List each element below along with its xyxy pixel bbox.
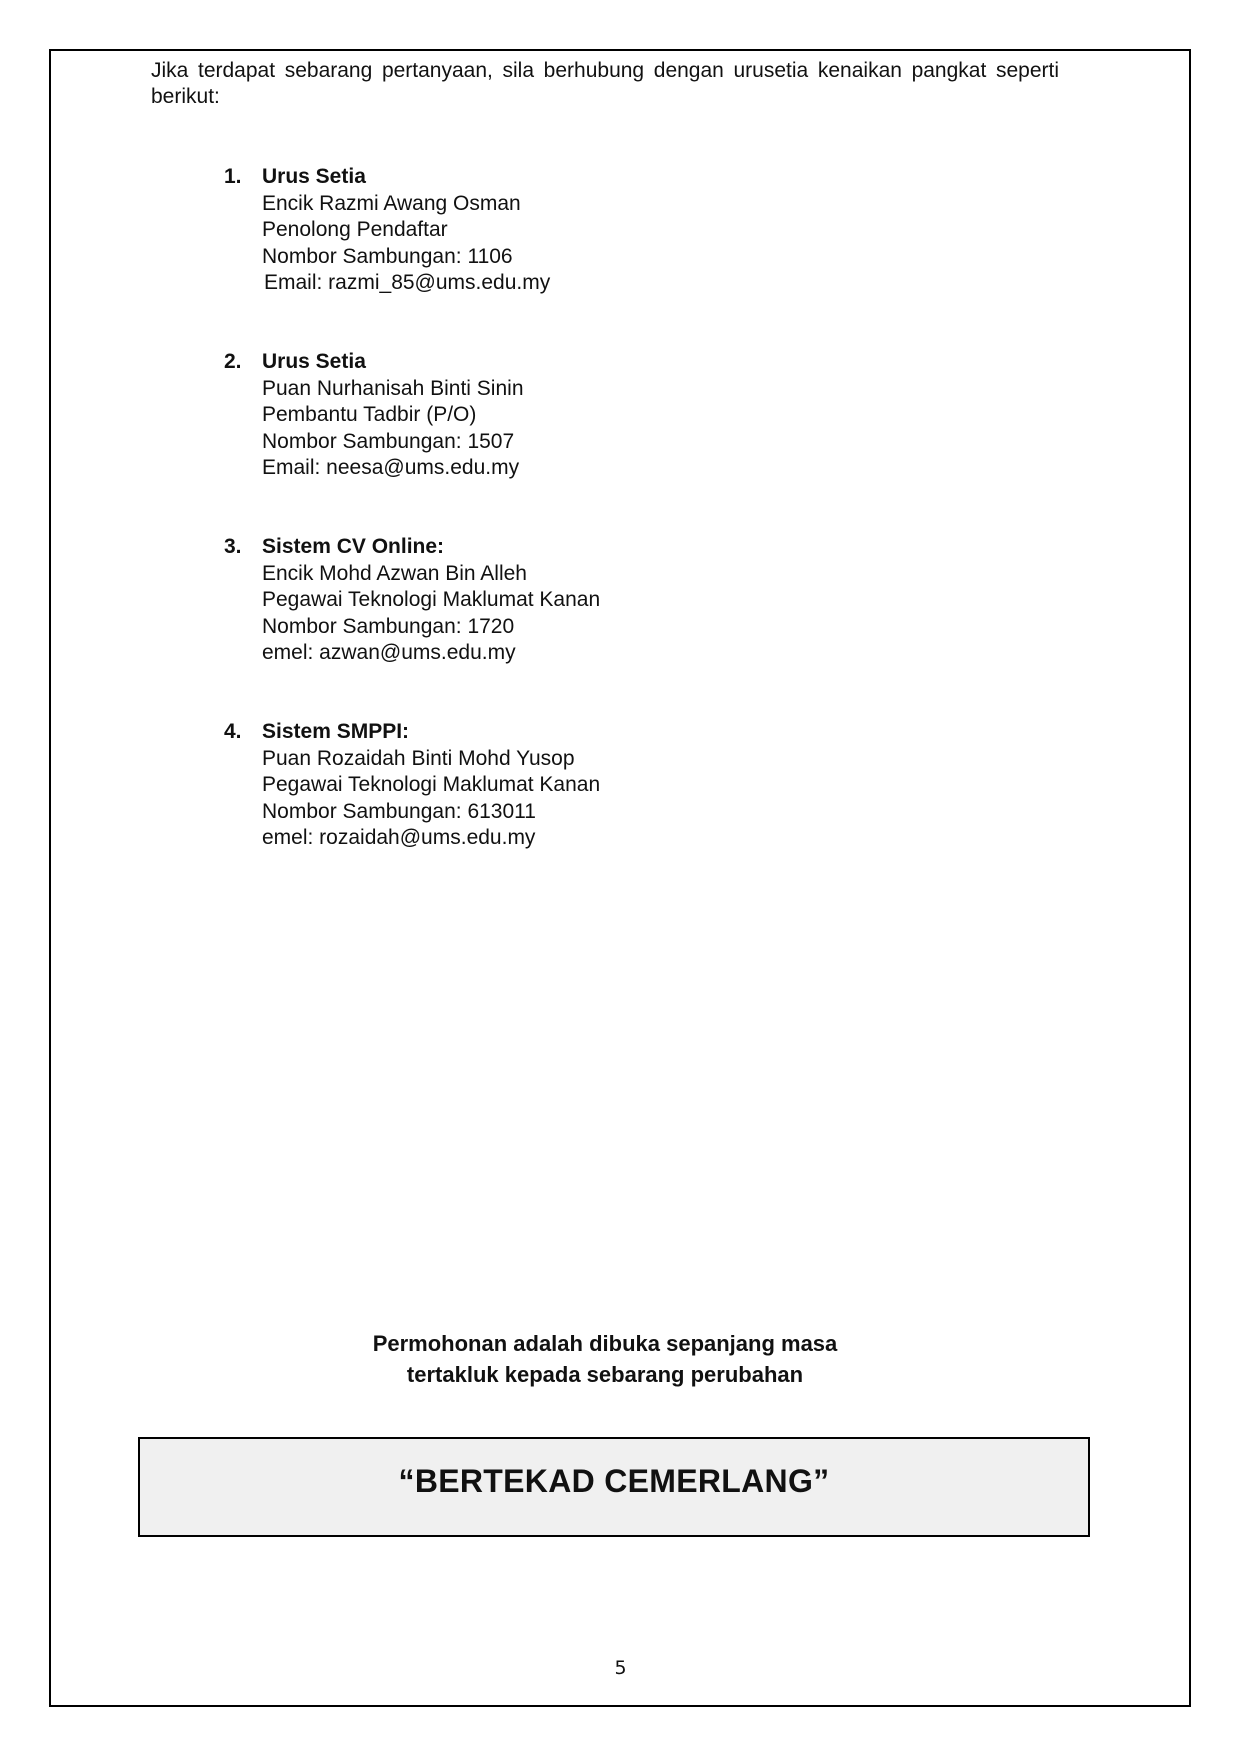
- contact-extension: Nombor Sambungan: 1720: [262, 614, 515, 638]
- contact-position: Pembantu Tadbir (P/O): [262, 403, 477, 426]
- contact-item-3: [224, 534, 824, 667]
- contact-item-4: [224, 719, 824, 852]
- contact-number: 1.: [224, 165, 242, 188]
- contact-name: Puan Rozaidah Binti Mohd Yusop: [262, 746, 575, 770]
- contact-extension: Nombor Sambungan: 1106: [262, 244, 513, 268]
- contact-item-2: [224, 349, 824, 482]
- contact-heading: Urus Setia: [262, 350, 366, 373]
- motto-text: “BERTEKAD CEMERLANG”: [398, 1462, 830, 1499]
- contact-position: Penolong Pendaftar: [262, 218, 448, 241]
- contact-heading: Sistem CV Online:: [262, 535, 445, 558]
- notice-line-1: Permohonan adalah dibuka sepanjang masa: [372, 1331, 838, 1356]
- contact-name: Encik Razmi Awang Osman: [262, 191, 521, 215]
- contact-heading: Urus Setia: [262, 165, 366, 188]
- page-number: 5: [614, 1657, 627, 1679]
- contact-position: Pegawai Teknologi Maklumat Kanan: [262, 588, 601, 611]
- contact-name: Encik Mohd Azwan Bin Alleh: [262, 561, 527, 585]
- contact-item-1: [224, 164, 824, 297]
- contact-number: 4.: [224, 720, 242, 743]
- motto-box: [138, 1437, 1090, 1537]
- notice-line-2: tertakluk kepada sebarang perubahan: [406, 1362, 804, 1387]
- contact-heading: Sistem SMPPI:: [262, 720, 410, 743]
- contact-email: emel: rozaidah@ums.edu.my: [262, 826, 536, 849]
- contact-email: Email: razmi_85@ums.edu.my: [264, 271, 551, 294]
- intro-paragraph: Jika terdapat sebarang pertanyaan, sila berhubung dengan urusetia kenaikan pangkat seperti berikut:: [151, 59, 1059, 108]
- contact-email: emel: azwan@ums.edu.my: [262, 641, 516, 664]
- contact-name: Puan Nurhanisah Binti Sinin: [262, 376, 524, 400]
- contact-email: Email: neesa@ums.edu.my: [262, 456, 520, 479]
- contact-extension: Nombor Sambungan: 613011: [262, 799, 536, 823]
- application-notice: [151, 1328, 1059, 1390]
- contact-extension: Nombor Sambungan: 1507: [262, 429, 515, 453]
- contact-number: 2.: [224, 350, 242, 373]
- contact-number: 3.: [224, 535, 242, 558]
- contact-position: Pegawai Teknologi Maklumat Kanan: [262, 773, 601, 796]
